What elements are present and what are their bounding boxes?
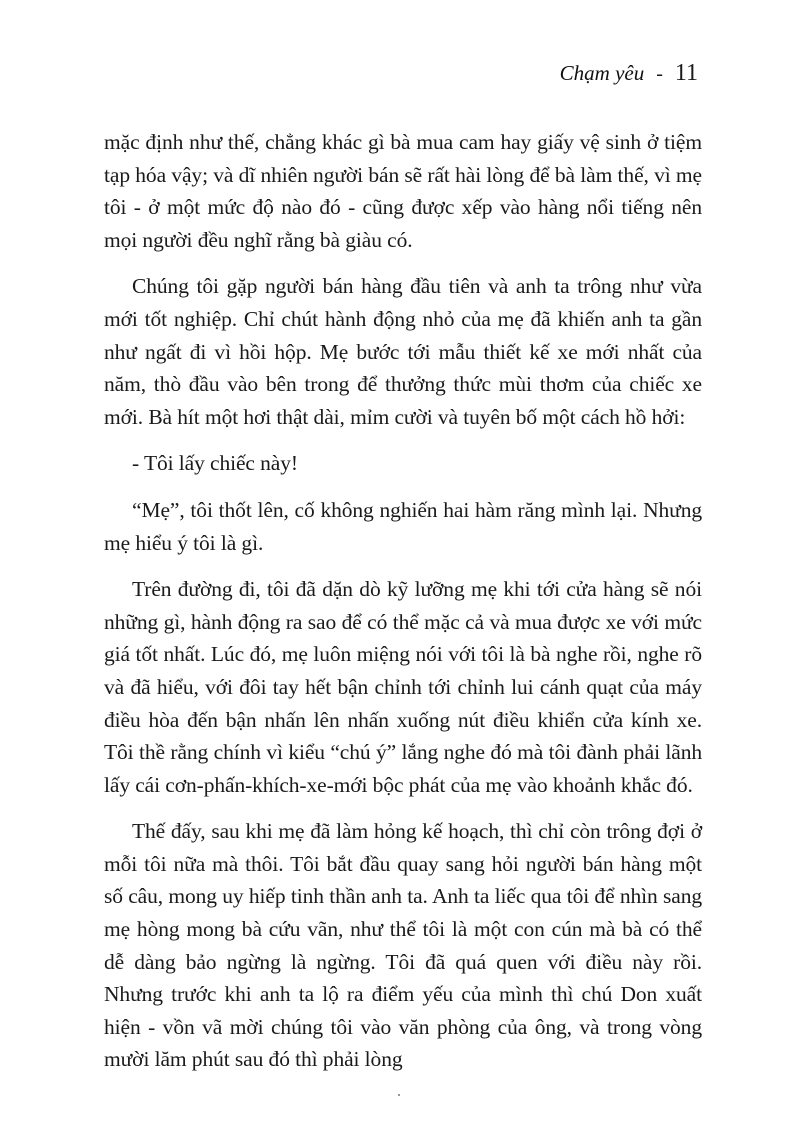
running-header: [560, 60, 698, 87]
paragraph-4: Trên đường đi, tôi đã dặn dò kỹ lưỡng mẹ khi tới cửa hàng sẽ nói những gì, hành động ra sao để có thể mặc cả và mua được xe với mức giá tốt nhất. Lúc đó, mẹ luôn miệng nói với tôi là bà nghe rồi, nghe rõ và đã hiểu, với đôi tay hết bận chỉnh tới chỉnh lui cánh quạt của máy điều hòa đến bận nhấn lên nhấn xuống nút điều khiển cửa kính xe. Tôi thề rằng chính vì kiểu “chú ý” lắng nghe đó mà tôi đành phải lãnh lấy cái cơn-phấn-khích-xe-mới bộc phát của mẹ vào khoảnh khắc đó.: [104, 577, 702, 797]
dialogue-line: - Tôi lấy chiếc này!: [132, 451, 298, 476]
page-number: 11: [674, 60, 698, 86]
running-title: Chạm yêu: [559, 61, 645, 85]
paragraph-2: Chúng tôi gặp người bán hàng đầu tiên và anh ta trông như vừa mới tốt nghiệp. Chỉ chút hành động nhỏ của mẹ đã khiến anh ta gần như ngất đi vì hồi hộp. Mẹ bước tới mẫu thiết kế xe mới nhất của năm, thò đầu vào bên trong để thưởng thức mùi thơm của chiếc xe mới. Bà hít một hơi thật dài, mỉm cười và tuyên bố một cách hồ hởi:: [104, 274, 702, 429]
paragraph-5: Thế đấy, sau khi mẹ đã làm hỏng kế hoạch, thì chỉ còn trông đợi ở mỗi tôi nữa mà thôi. Tôi bắt đầu quay sang hỏi người bán hàng một số câu, mong uy hiếp tinh thần anh ta. Anh ta liếc qua tôi để nhìn sang mẹ hòng mong bà cứu vãn, như thể tôi là một con cún mà bà có thể dễ dàng bảo ngừng là ngừng. Tôi đã quá quen với điều này rồi. Nhưng trước khi anh ta lộ ra điểm yếu của mình thì chú Don xuất hiện - vồn vã mời chúng tôi vào văn phòng của ông, và trong vòng mười lăm phút sau đó thì phải lòng: [104, 819, 702, 1072]
scan-speck: [398, 1094, 400, 1096]
paragraph-1: mặc định như thế, chẳng khác gì bà mua cam hay giấy vệ sinh ở tiệm tạp hóa vậy; và dĩ nhiên người bán sẽ rất hài lòng để bà làm thế, vì mẹ tôi - ở một mức độ nào đó - cũng được xếp vào hàng nổi tiếng nên mọi người đều nghĩ rằng bà giàu có.: [104, 130, 702, 252]
paragraph-3: “Mẹ”, tôi thốt lên, cố không nghiến hai hàm răng mình lại. Nhưng mẹ hiểu ý tôi là gì.: [104, 497, 702, 555]
page-body: [104, 126, 702, 1090]
header-separator: -: [656, 63, 663, 85]
